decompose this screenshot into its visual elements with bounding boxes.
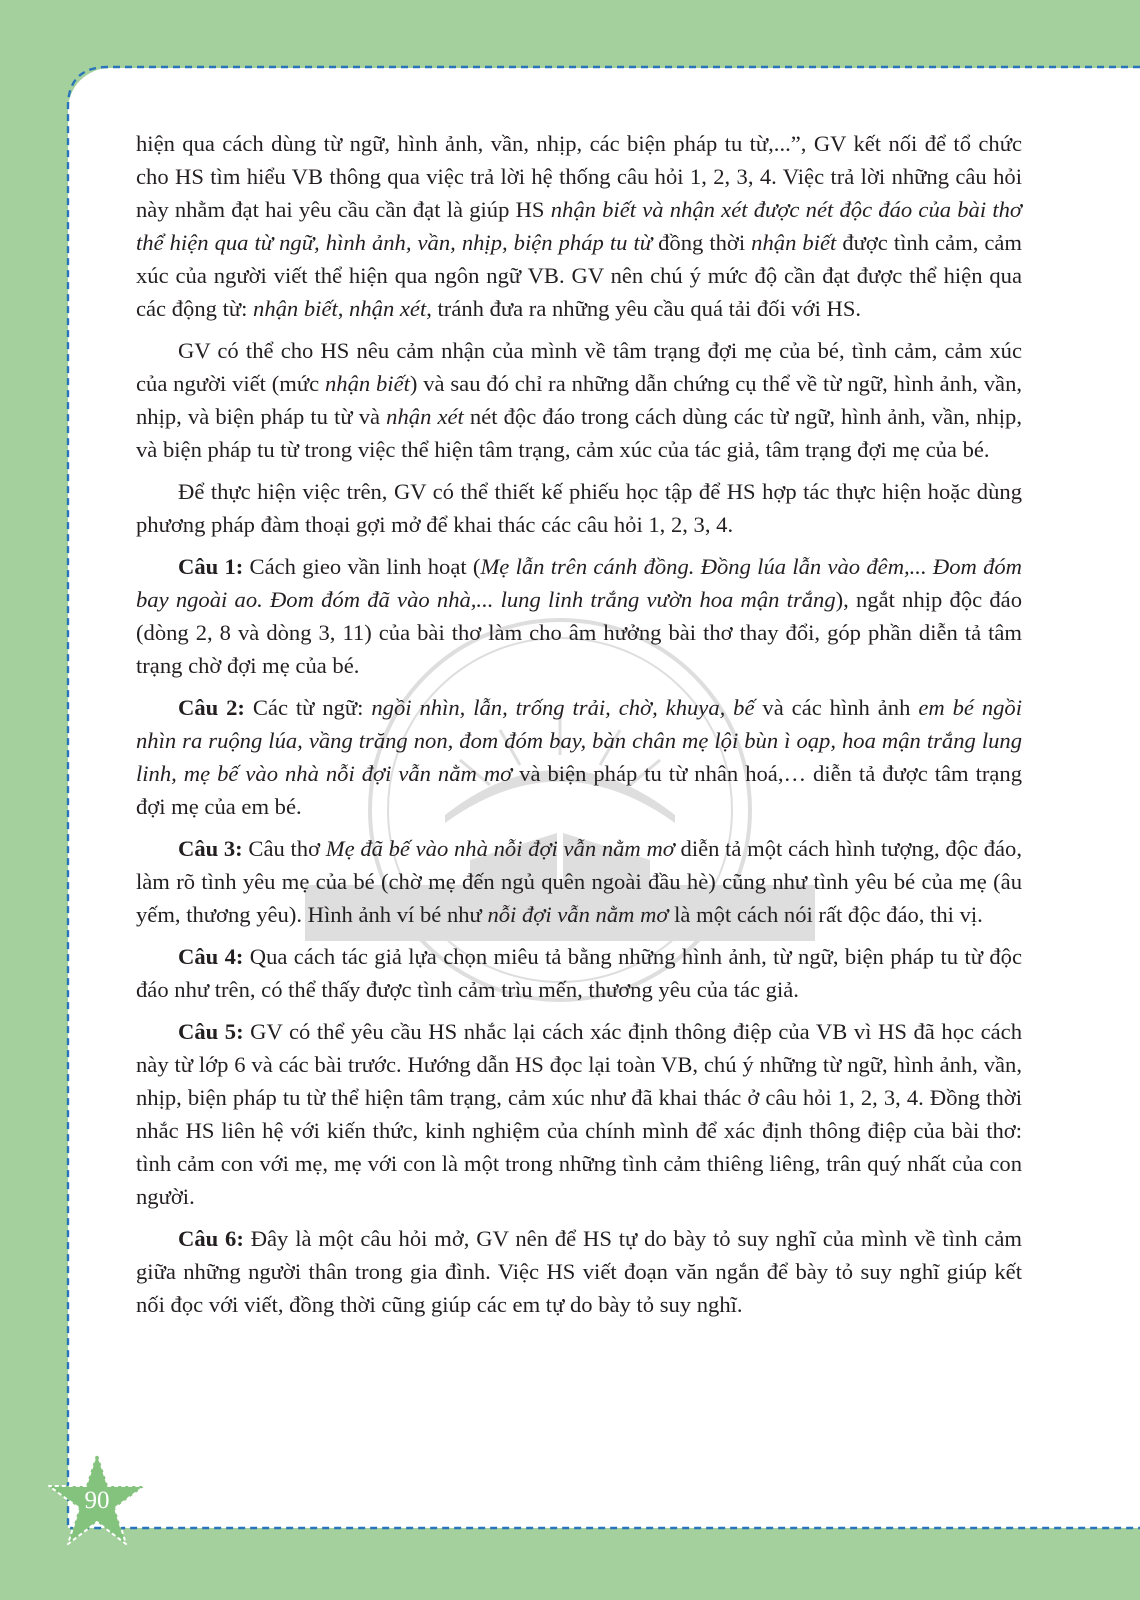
question-6-label: Câu 6: bbox=[178, 1226, 244, 1251]
question-4: Câu 4: Qua cách tác giả lựa chọn miêu tả bằng những hình ảnh, từ ngữ, biện pháp tu từ độc đáo như trên, có thể thấy được tình cảm trìu mến, thương yêu của tác giả. bbox=[136, 944, 1022, 1002]
question-2-label: Câu 2: bbox=[178, 695, 245, 720]
paragraph-intro: hiện qua cách dùng từ ngữ, hình ảnh, vần, nhịp, các biện pháp tu từ,...”, GV kết nối để tổ chức cho HS tìm hiểu VB thông qua việc trả lời hệ thống câu hỏi 1, 2, 3, 4. Việc trả lời những câu hỏi này nhằm đạt hai yêu cầu cần đạt là giúp HS nhận biết và nhận xét được nét độc đáo của bài thơ thể hiện qua từ ngữ, hình ảnh, vần, nhịp, biện pháp tu từ đồng thời nhận biết được tình cảm, cảm xúc của người viết thể hiện qua ngôn ngữ VB. GV nên chú ý mức độ cần đạt được thể hiện qua các động từ: nhận biết, nhận xét, tránh đưa ra những yêu cầu quá tải đối với HS. bbox=[136, 131, 1023, 321]
paragraph-feelings: GV có thể cho HS nêu cảm nhận của mình về tâm trạng đợi mẹ của bé, tình cảm, cảm xúc của người viết (mức nhận biết) và sau đó chỉ ra những dẫn chứng cụ thể về từ ngữ, hình ảnh, vần, nhịp, và biện pháp tu từ và nhận xét nét độc đáo trong cách dùng các từ ngữ, hình ảnh, vần, nhịp, và biện pháp tu từ trong việc thể hiện tâm trạng, cảm xúc của tác giả, tâm trạng đợi mẹ của bé. bbox=[136, 338, 1023, 462]
question-1-label: Câu 1: bbox=[178, 554, 244, 579]
page-number: 90 bbox=[84, 1487, 110, 1514]
paragraph-method: Để thực hiện việc trên, GV có thể thiết kế phiếu học tập để HS hợp tác thực hiện hoặc dùng phương pháp đàm thoại gợi mở để khai thác các câu hỏi 1, 2, 3, 4. bbox=[136, 479, 1022, 537]
question-4-label: Câu 4: bbox=[178, 944, 244, 969]
question-5-label: Câu 5: bbox=[178, 1019, 244, 1044]
question-5: Câu 5: GV có thể yêu cầu HS nhắc lại cách xác định thông điệp của VB vì HS đã học cách này từ lớp 6 và các bài trước. Hướng dẫn HS đọc lại toàn VB, chú ý những từ ngữ, hình ảnh, vần, nhịp, biện pháp tu từ thể hiện tâm trạng, cảm xúc như đã khai thác ở câu hỏi 1, 2, 3, 4. Đồng thời nhắc HS liên hệ với kiến thức, kinh nghiệm của chính mình để xác định thông điệp của bài thơ: tình cảm con với mẹ, mẹ với con là một trong những tình cảm thiêng liêng, trân quý nhất của con người. bbox=[136, 1019, 1022, 1209]
question-2: Câu 2: Các từ ngữ: ngồi nhìn, lẫn, trống trải, chờ, khuya, bế và các hình ảnh em bé ngồi nhìn ra ruộng lúa, vầng trăng non, đom đóm bay, bàn chân mẹ lội bùn ì oạp, hoa mận trắng lung linh, mẹ bế vào nhà nỗi đợi vẫn nằm mơ và biện pháp tu từ nhân hoá,… diễn tả được tâm trạng đợi mẹ của em bé. bbox=[136, 695, 1022, 819]
question-3: Câu 3: Câu thơ Mẹ đã bế vào nhà nỗi đợi vẫn nằm mơ diễn tả một cách hình tượng, độc đáo, làm rõ tình yêu mẹ của bé (chờ mẹ đến ngủ quên ngoài đầu hè) cũng như tình yêu bé của mẹ (âu yếm, thương yêu). Hình ảnh ví bé như nỗi đợi vẫn nằm mơ là một cách nói rất độc đáo, thi vị. bbox=[136, 836, 1022, 927]
question-1: Câu 1: Cách gieo vần linh hoạt (Mẹ lẫn trên cánh đồng. Đồng lúa lẫn vào đêm,... Đom đóm bay ngoài ao. Đom đóm đã vào nhà,... lung linh trắng vườn hoa mận trắng), ngắt nhịp độc đáo (dòng 2, 8 và dòng 3, 11) của bài thơ làm cho âm hưởng bài thơ thay đổi, góp phần diễn tả tâm trạng chờ đợi mẹ của bé. bbox=[136, 554, 1022, 678]
question-6: Câu 6: Đây là một câu hỏi mở, GV nên để HS tự do bày tỏ suy nghĩ của mình về tình cảm giữa những người thân trong gia đình. Việc HS viết đoạn văn ngắn để bày tỏ suy nghĩ giúp kết nối đọc với viết, đồng thời cũng giúp các em tự do bày tỏ suy nghĩ. bbox=[136, 1226, 1022, 1317]
main-text bbox=[136, 127, 1022, 1330]
question-3-label: Câu 3: bbox=[178, 836, 243, 861]
